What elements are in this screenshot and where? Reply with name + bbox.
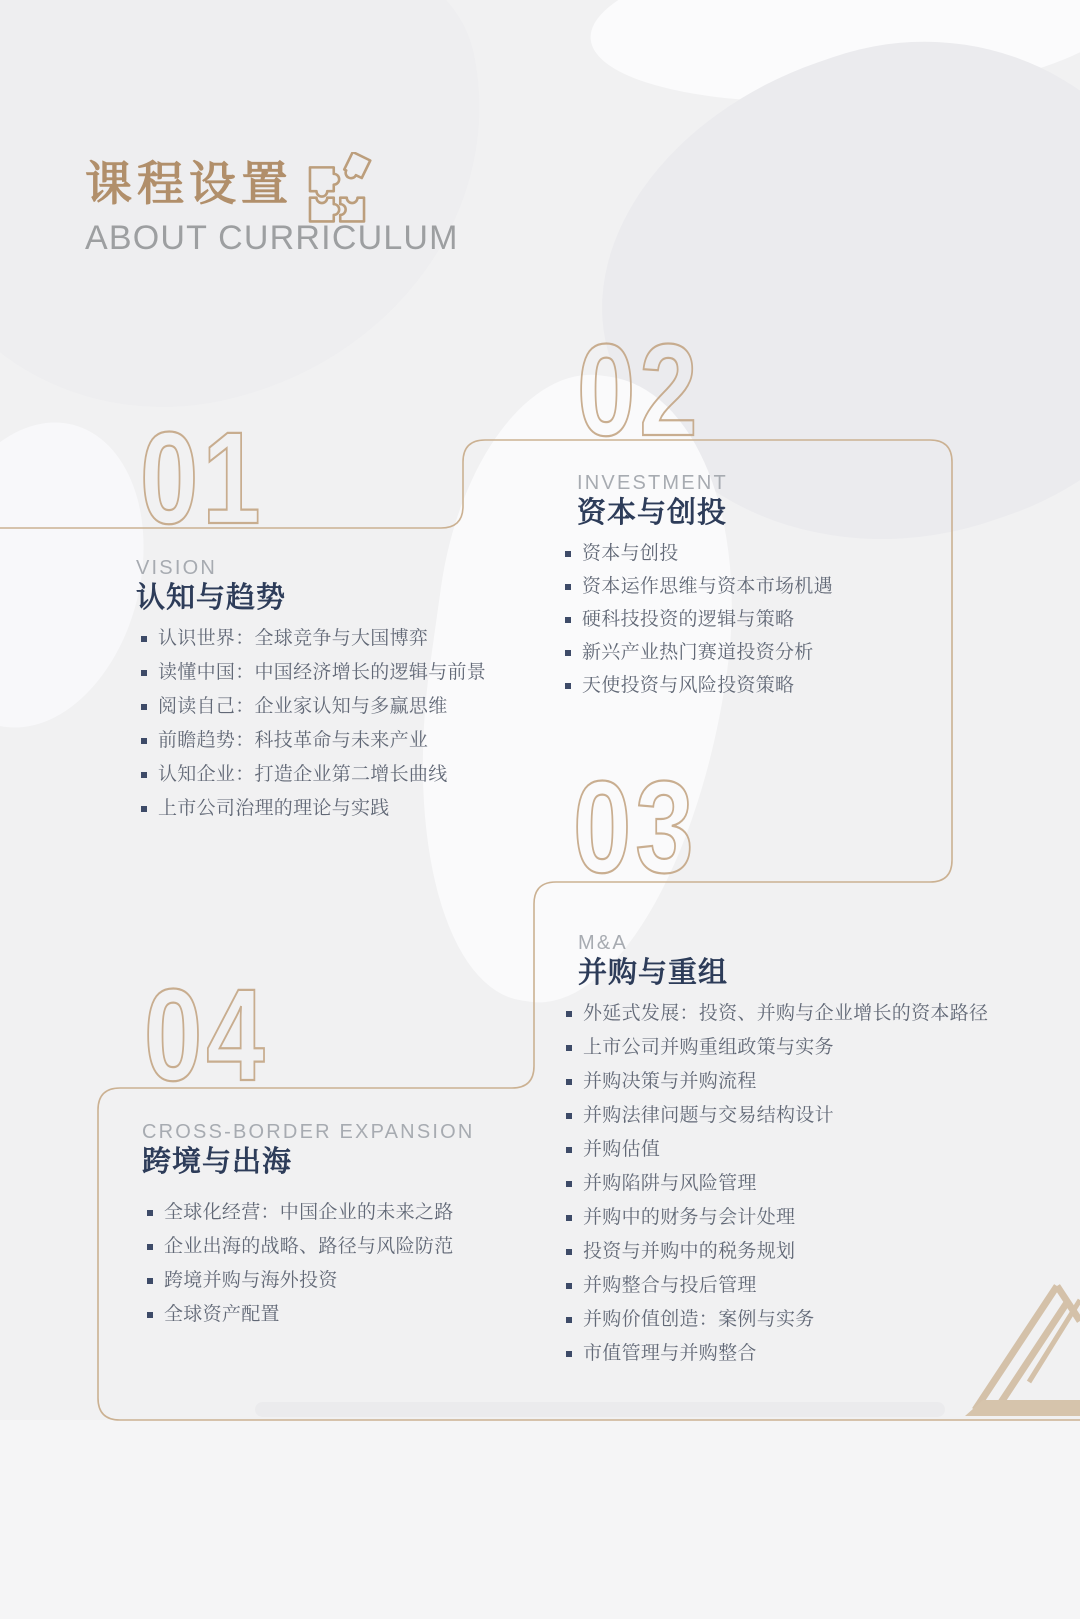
square-bullet-icon	[566, 1351, 572, 1357]
square-bullet-icon	[565, 584, 571, 590]
section-title-cn: 认知与趋势	[136, 582, 287, 614]
course-item-text: 认知企业：打造企业第二增长曲线	[158, 764, 448, 785]
square-bullet-icon	[566, 1011, 572, 1017]
section-label-en: VISION	[136, 557, 217, 579]
page-title: 课程设置	[85, 157, 293, 210]
square-bullet-icon	[147, 1210, 153, 1216]
course-item-text: 上市公司治理的理论与实践	[158, 798, 390, 819]
course-item-text: 并购价值创造：案例与实务	[583, 1309, 815, 1330]
course-item-text: 外延式发展：投资、并购与企业增长的资本路径	[583, 1003, 989, 1024]
puzzle-icon	[297, 152, 377, 226]
course-item-text: 并购估值	[583, 1139, 661, 1160]
square-bullet-icon	[565, 551, 571, 557]
course-item	[141, 662, 536, 683]
course-list	[141, 628, 536, 819]
course-item	[566, 1173, 1058, 1194]
square-bullet-icon	[566, 1113, 572, 1119]
section-cross-border	[142, 1120, 582, 1338]
course-item-text: 跨境并购与海外投资	[164, 1270, 338, 1291]
course-item	[141, 730, 536, 751]
course-item	[566, 1037, 1058, 1058]
section-label-en: M&A	[578, 932, 628, 954]
course-item-text: 认识世界：全球竞争与大国博弈	[158, 628, 429, 649]
course-item-text: 并购决策与并购流程	[583, 1071, 757, 1092]
course-item-text: 上市公司并购重组政策与实务	[583, 1037, 834, 1058]
course-item-text: 新兴产业热门赛道投资分析	[582, 642, 814, 663]
section-number-03: 03	[573, 753, 698, 900]
course-item	[565, 675, 1007, 696]
course-item	[565, 642, 1007, 663]
course-item	[566, 1139, 1058, 1160]
course-item	[566, 1071, 1058, 1092]
course-item-text: 投资与并购中的税务规划	[583, 1241, 796, 1262]
course-item	[566, 1105, 1058, 1126]
square-bullet-icon	[141, 806, 147, 812]
square-bullet-icon	[147, 1244, 153, 1250]
course-item	[565, 543, 1007, 564]
course-item-text: 全球化经营：中国企业的未来之路	[164, 1202, 454, 1223]
course-item	[147, 1236, 582, 1257]
square-bullet-icon	[141, 704, 147, 710]
course-item-text: 市值管理与并购整合	[583, 1343, 757, 1364]
section-title-cn: 跨境与出海	[142, 1146, 293, 1178]
square-bullet-icon	[147, 1312, 153, 1318]
section-label-en: INVESTMENT	[577, 472, 728, 494]
course-item-text: 资本运作思维与资本市场机遇	[582, 576, 833, 597]
square-bullet-icon	[141, 738, 147, 744]
square-bullet-icon	[141, 670, 147, 676]
section-vision	[136, 556, 536, 832]
course-item-text: 全球资产配置	[164, 1304, 280, 1325]
square-bullet-icon	[147, 1278, 153, 1284]
square-bullet-icon	[566, 1045, 572, 1051]
mountain-monogram-logo	[935, 1258, 1080, 1420]
section-label-en: CROSS-BORDER EXPANSION	[142, 1121, 475, 1143]
course-item	[141, 798, 536, 819]
course-item-text: 读懂中国：中国经济增长的逻辑与前景	[158, 662, 487, 683]
course-item	[565, 609, 1007, 630]
square-bullet-icon	[141, 772, 147, 778]
course-item-text: 并购法律问题与交易结构设计	[583, 1105, 834, 1126]
course-item	[141, 696, 536, 717]
course-item-text: 资本与创投	[582, 543, 679, 564]
course-item	[147, 1304, 582, 1325]
course-item-text: 并购中的财务与会计处理	[583, 1207, 796, 1228]
course-item	[566, 1207, 1058, 1228]
square-bullet-icon	[566, 1079, 572, 1085]
course-item-text: 阅读自己：企业家认知与多赢思维	[158, 696, 448, 717]
course-list	[565, 543, 1007, 696]
course-item	[565, 576, 1007, 597]
section-number-01: 01	[140, 404, 265, 551]
course-item-text: 天使投资与风险投资策略	[582, 675, 795, 696]
course-item	[147, 1202, 582, 1223]
square-bullet-icon	[565, 617, 571, 623]
section-title-cn: 并购与重组	[578, 957, 729, 989]
course-item-text: 前瞻趋势：科技革命与未来产业	[158, 730, 429, 751]
square-bullet-icon	[141, 636, 147, 642]
course-item-text: 硬科技投资的逻辑与策略	[582, 609, 795, 630]
course-item	[141, 764, 536, 785]
course-item-text: 并购整合与投后管理	[583, 1275, 757, 1296]
page-header	[85, 158, 459, 258]
course-item-text: 并购陷阱与风险管理	[583, 1173, 757, 1194]
page-subtitle: ABOUT CURRICULUM	[85, 218, 459, 257]
course-item	[566, 1003, 1058, 1024]
section-number-04: 04	[144, 961, 269, 1108]
course-item	[147, 1270, 582, 1291]
section-number-02: 02	[577, 316, 702, 463]
section-investment	[577, 471, 1007, 708]
course-item-text: 企业出海的战略、路径与风险防范	[164, 1236, 454, 1257]
square-bullet-icon	[565, 650, 571, 656]
section-title-cn: 资本与创投	[577, 497, 728, 529]
square-bullet-icon	[565, 683, 571, 689]
course-item	[141, 628, 536, 649]
course-list	[147, 1202, 582, 1325]
